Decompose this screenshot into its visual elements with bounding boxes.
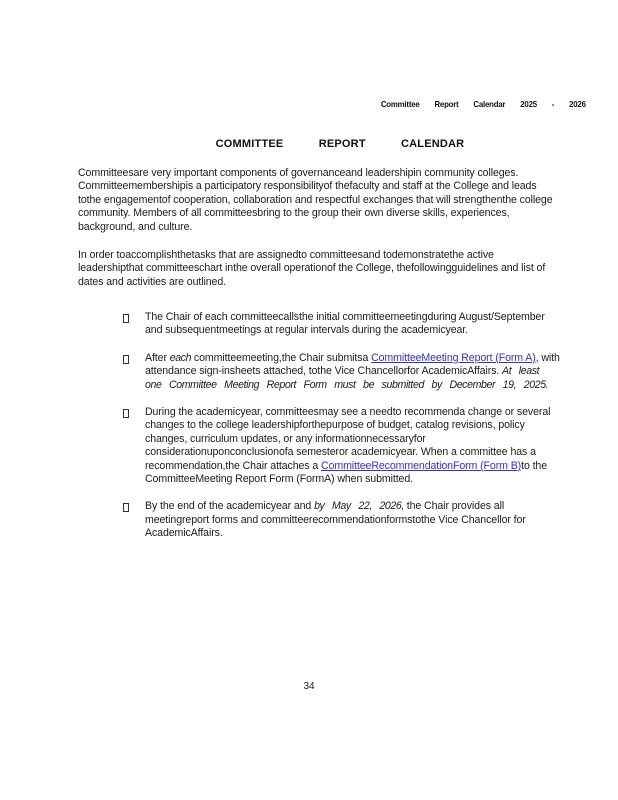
deadline-december-note: At least one Committee Meeting Report Form must be submitted by December 19, 2025. xyxy=(145,365,549,391)
intro-paragraph-1: Committeesare very important components of governanceand leadershipin community colleges. Committeemembershipis a participatory responsibilityof thefaculty and staff at the College and leads tothe engagementof cooperation, collaboration and respectful exchanges that will strengthenthe college community. Members of all committeesbring to the group their own diverse skills, experiences, background, and culture. xyxy=(78,167,553,233)
bullet-text xyxy=(145,311,560,338)
bullet-text-segment: The Chair of each committeecallsthe initial committeemeetingduring August/September and subsequentmeetings at regular intervals during the academicyear. xyxy=(145,311,545,337)
committee-recommendation-form-b-link[interactable]: CommitteeRecommendationForm (Form B) xyxy=(321,459,522,472)
bullet-text xyxy=(145,500,560,540)
bullet-item-recommendation-form xyxy=(123,406,560,486)
page-number: 34 xyxy=(303,681,315,692)
intro-paragraph-2: In order toaccomplishthetasks that are assignedto committeesand todemonstratethe active leadershipthat committeeschart inthe overall operationof the College, thefollowingguidelines and list of dates and activities are outlined. xyxy=(78,249,546,288)
page-title: COMMITTEE REPORT CALENDAR xyxy=(215,138,465,150)
bullet-item-initial-meeting xyxy=(123,311,560,338)
bullet-text-segment: By the end of the academicyear and xyxy=(145,500,315,513)
bullet-text-segment: During the academicyear, committeesmay see a needto recommenda change or several changes to the college leadershipforthepurpose of budget, catalog revisions, policy changes, curriculum updates, or any informationnecessaryfor considerationuponconclusionofa semesteror academicyear. When a committee has a recommendation,the Chair attaches a xyxy=(145,406,551,472)
bullet-square-icon xyxy=(123,352,145,368)
bullet-text-segment: committeemeeting,the Chair submitsa xyxy=(191,351,372,364)
bullet-item-year-end xyxy=(123,500,560,540)
bullet-text-segment: After xyxy=(145,351,170,364)
bullet-square-icon xyxy=(123,406,145,422)
committee-meeting-report-form-a-link[interactable]: CommitteeMeeting Report (Form A) xyxy=(371,351,536,364)
bullet-text-segment: the Chair provides all meetingreport forms and committeerecommendationformstothe Vice Chancellor for AcademicAffairs. xyxy=(145,500,526,540)
running-header: Committee Report Calendar 2025 - 2026 xyxy=(381,99,586,109)
bullet-text xyxy=(145,406,560,486)
bullet-square-icon xyxy=(123,311,145,327)
deadline-may-note: by May 22, 2026, xyxy=(314,500,404,513)
emphasis-each: each xyxy=(169,351,192,364)
bullet-text xyxy=(145,352,560,392)
bullet-square-icon xyxy=(123,500,145,516)
guidelines-bullet-list xyxy=(123,311,560,555)
bullet-text-segment: to the CommitteeMeeting Report Form (FormA) when submitted. xyxy=(145,459,548,486)
bullet-text-segment: , with attendance sign-insheets attached, tothe Vice Chancellorfor AcademicAffairs. xyxy=(145,351,560,378)
bullet-item-meeting-report xyxy=(123,352,560,392)
